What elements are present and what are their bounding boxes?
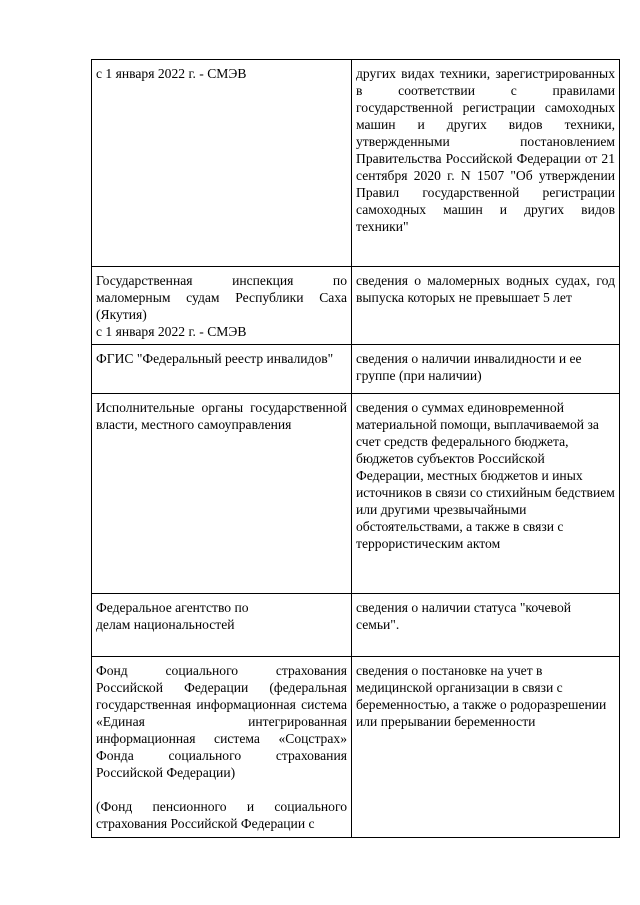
cell-text: сведения о суммах единовременной материальной помощи, выплачиваемой за счет средств федерального бюджета, бюджетов субъектов Российской Федерации, местных бюджетов и иных источников в связи со стихийным бедствием или другими чрезвычайными обстоятельствами, а также в связи с террористическим актом	[356, 400, 615, 551]
table-cell-source	[92, 60, 352, 267]
paragraph-gap	[96, 781, 347, 798]
cell-text: Фонд социального страхования Российской Федерации (федеральная государственная информационная система «Единая интегрированная информационная система «Соцстрах» Фонда социального страхования Российской Федерации)	[96, 663, 347, 780]
table-row	[92, 267, 620, 345]
data-sources-table	[91, 59, 620, 838]
table-cell-info	[352, 345, 620, 394]
cell-text: сведения о маломерных водных судах, год выпуска которых не превышает 5 лет	[356, 273, 615, 305]
cell-text: сведения о наличии инвалидности и ее группе (при наличии)	[356, 351, 582, 383]
table-row	[92, 594, 620, 657]
table-cell-info	[352, 657, 620, 838]
cell-text: делам национальностей	[96, 617, 235, 632]
cell-text: (Фонд пенсионного и социального страхования Российской Федерации с	[96, 799, 347, 831]
table-cell-source	[92, 345, 352, 394]
cell-text: Исполнительные органы государственной власти, местного самоуправления	[96, 400, 347, 432]
cell-text: с 1 января 2022 г. - СМЭВ	[96, 66, 247, 81]
table-cell-source	[92, 267, 352, 345]
table-cell-info	[352, 394, 620, 594]
table-row	[92, 60, 620, 267]
cell-text: сведения о постановке на учет в медицинской организации в связи с беременностью, а также о родоразрешении или прерывании беременности	[356, 663, 607, 729]
table-cell-source	[92, 657, 352, 838]
table-cell-info	[352, 594, 620, 657]
cell-text: Федеральное агентство по	[96, 600, 249, 615]
cell-text: ФГИС "Федеральный реестр инвалидов"	[96, 351, 334, 366]
table-cell-info	[352, 267, 620, 345]
table-row	[92, 345, 620, 394]
table-cell-source	[92, 394, 352, 594]
table-row	[92, 657, 620, 838]
table-cell-info	[352, 60, 620, 267]
table-cell-source	[92, 594, 352, 657]
cell-text: сведения о наличии статуса "кочевой семьи".	[356, 600, 572, 632]
cell-text: Государственная инспекция по маломерным судам Республики Саха (Якутия)	[96, 273, 347, 322]
cell-text: с 1 января 2022 г. - СМЭВ	[96, 324, 247, 339]
cell-text: других видах техники, зарегистрированных в соответствии с правилами государственной регистрации самоходных машин и других видов техники, утвержденными постановлением Правительства Российской Федерации от 21 сентября 2020 г. N 1507 "Об утверждении Правил государственной регистрации самоходных машин и других видов техники"	[356, 66, 615, 234]
table-row	[92, 394, 620, 594]
